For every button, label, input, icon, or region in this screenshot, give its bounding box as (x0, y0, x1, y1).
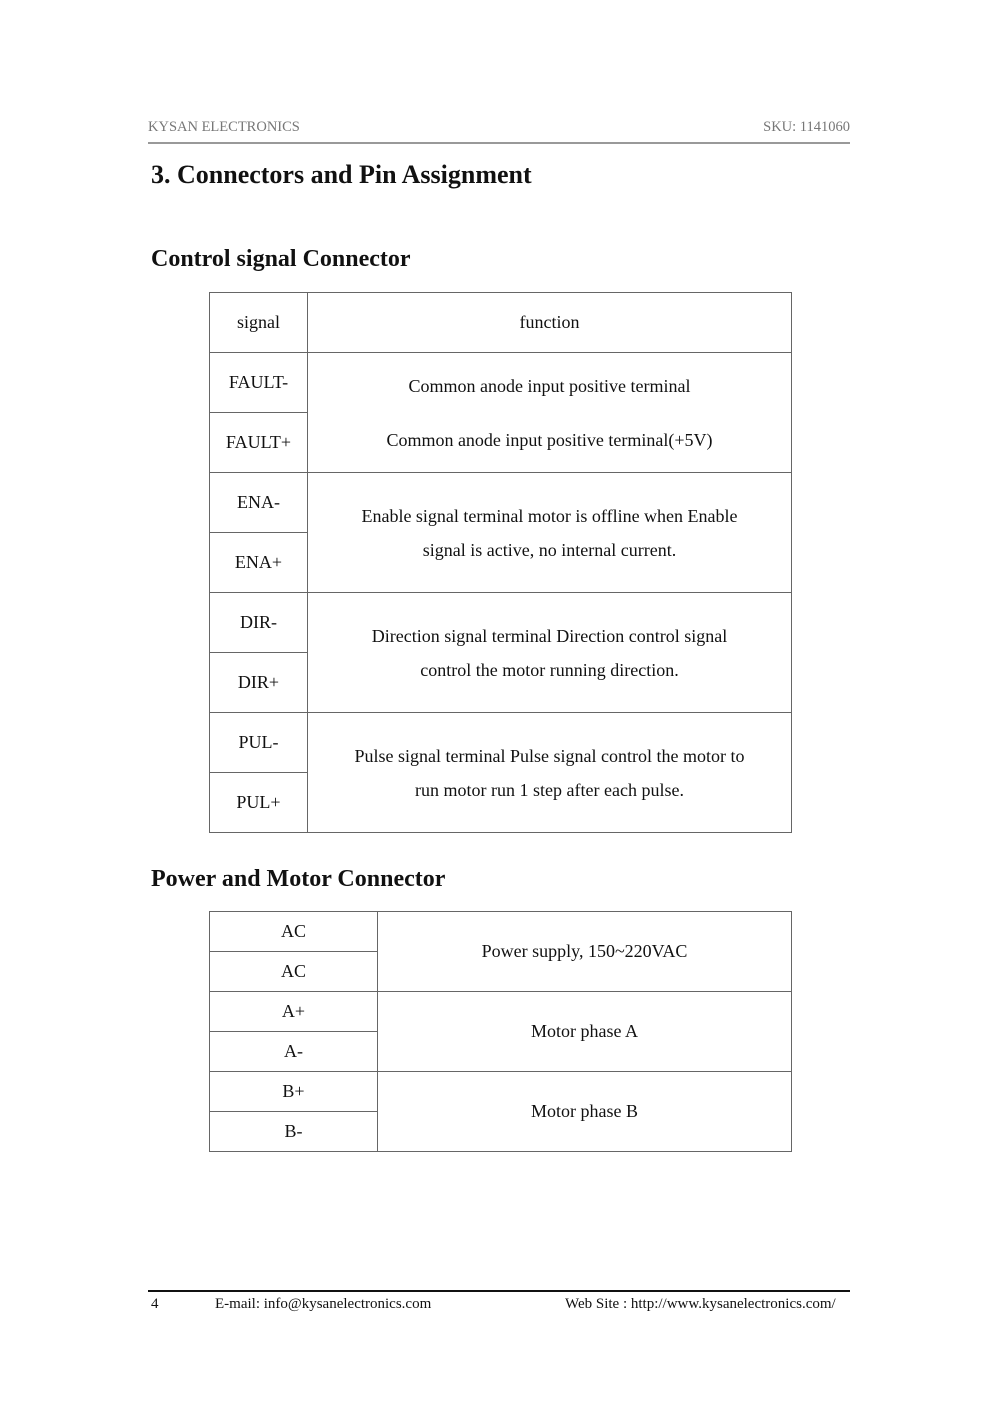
function-line: run motor run 1 step after each pulse. (415, 779, 684, 800)
column-header-signal: signal (210, 293, 308, 353)
section-title: 3. Connectors and Pin Assignment (151, 160, 532, 189)
pin-cell: B- (210, 1112, 378, 1152)
pin-cell: B+ (210, 1072, 378, 1112)
signal-cell: FAULT- (210, 353, 308, 413)
footer-website: Web Site : http://www.kysanelectronics.com/ (565, 1296, 836, 1312)
signal-cell: ENA- (210, 473, 308, 533)
function-cell: Power supply, 150~220VAC (378, 912, 792, 992)
table-row (210, 992, 792, 1032)
page-footer (151, 1296, 850, 1313)
power-motor-table (209, 911, 792, 1152)
signal-cell: DIR+ (210, 653, 308, 713)
function-line: Enable signal terminal motor is offline when Enable (361, 505, 738, 526)
table-row (210, 713, 792, 773)
control-connector-title: Control signal Connector (151, 246, 411, 272)
pin-cell: A- (210, 1032, 378, 1072)
table-row (210, 473, 792, 533)
column-header-function: function (308, 293, 792, 353)
page-number: 4 (151, 1296, 159, 1312)
header-sku: SKU: 1141060 (763, 119, 850, 135)
signal-cell: ENA+ (210, 533, 308, 593)
function-cell (308, 713, 792, 833)
pin-cell: AC (210, 952, 378, 992)
function-line: Direction signal terminal Direction control signal (371, 625, 728, 646)
function-cell: Motor phase A (378, 992, 792, 1072)
table-row (210, 912, 792, 952)
table-header-row (210, 293, 792, 353)
footer-email: E-mail: info@kysanelectronics.com (215, 1296, 432, 1312)
function-line: Common anode input positive terminal(+5V) (386, 429, 713, 450)
signal-cell: DIR- (210, 593, 308, 653)
function-line: signal is active, no internal current. (422, 539, 677, 560)
function-cell (308, 353, 792, 473)
header-divider (148, 142, 850, 144)
signal-cell: FAULT+ (210, 413, 308, 473)
pin-cell: AC (210, 912, 378, 952)
function-cell (308, 473, 792, 593)
signal-cell: PUL- (210, 713, 308, 773)
page-header (148, 119, 850, 136)
table-row (210, 1072, 792, 1112)
signal-cell: PUL+ (210, 773, 308, 833)
pin-cell: A+ (210, 992, 378, 1032)
control-signal-table (209, 292, 792, 833)
function-cell: Motor phase B (378, 1072, 792, 1152)
function-line: Pulse signal terminal Pulse signal control the motor to (354, 745, 745, 766)
function-cell (308, 593, 792, 713)
table-row (210, 593, 792, 653)
function-line: control the motor running direction. (420, 659, 679, 680)
table-row (210, 353, 792, 413)
function-line: Common anode input positive terminal (408, 375, 691, 396)
footer-divider (148, 1290, 850, 1292)
power-connector-title: Power and Motor Connector (151, 866, 446, 892)
header-company: KYSAN ELECTRONICS (148, 119, 300, 135)
